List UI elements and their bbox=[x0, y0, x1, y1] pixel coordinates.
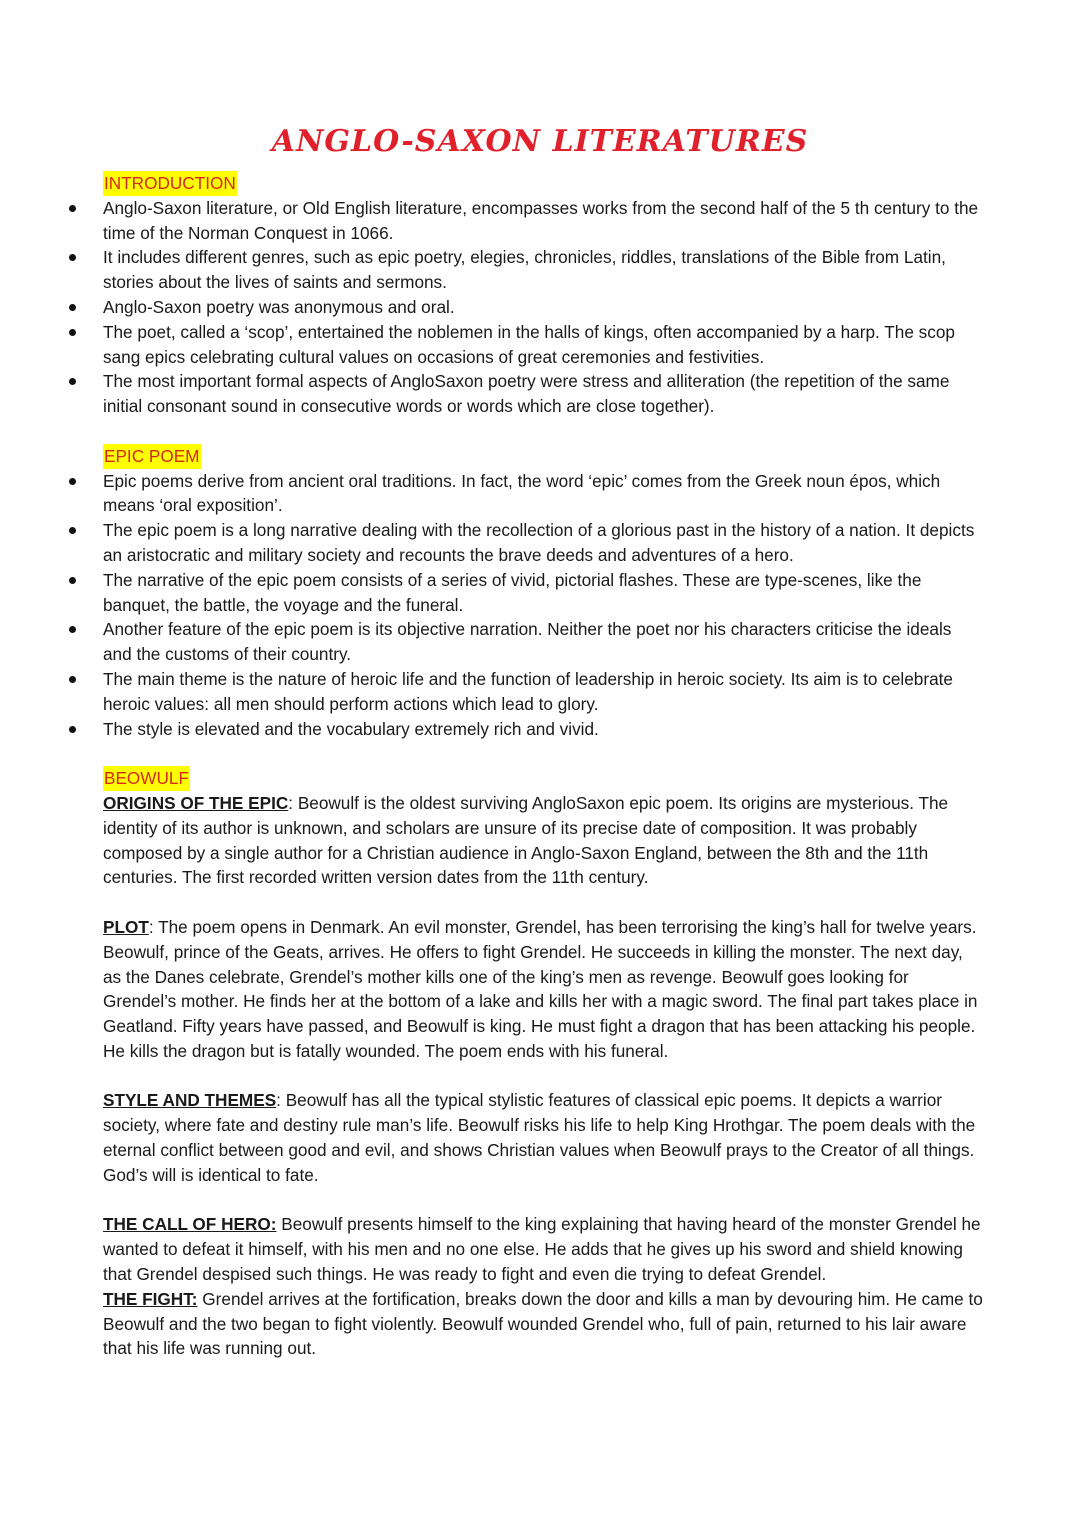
list-item: The epic poem is a long narrative dealing with the recollection of a glorious past in the history of a nation. It depicts an aristocratic and military society and recounts the brave deeds and adventures of a hero. bbox=[103, 518, 983, 568]
list-item: The style is elevated and the vocabulary extremely rich and vivid. bbox=[103, 717, 983, 742]
origins-text: : Beowulf is the oldest surviving AngloSaxon epic poem. Its origins are mysterious. The identity of its author is unknown, and scholars are unsure of its precise date of composition. It was probably composed by a single author for a Christian audience in Anglo-Saxon England, between the 8th and the 11th centuries. The first recorded written version dates from the 11th century. bbox=[103, 792, 949, 888]
call-of-hero-label: THE CALL OF HERO: bbox=[103, 1214, 277, 1235]
list-item: Anglo-Saxon literature, or Old English literature, encompasses works from the second half of the 5 th century to the time of the Norman Conquest in 1066. bbox=[103, 196, 983, 246]
beowulf-heading-row bbox=[103, 766, 983, 791]
introduction-list bbox=[103, 196, 983, 419]
spacer bbox=[103, 1064, 983, 1089]
style-themes-paragraph bbox=[103, 1088, 983, 1187]
fight-text: Grendel arrives at the fortification, breaks down the door and kills a man by devouring him. He came to Beowulf and the two began to fight violently. Beowulf wounded Grendel who, full of pain, returned to his lair aware that his life was running out. bbox=[103, 1288, 983, 1359]
epic-poem-list bbox=[103, 469, 983, 742]
plot-label: PLOT bbox=[103, 916, 149, 937]
plot-text: : The poem opens in Denmark. An evil monster, Grendel, has been terrorising the king’s hall for twelve years. Beowulf, prince of the Geats, arrives. He offers to fight Grendel. He succeeds in killing the monster. The next day, as the Danes celebrate, Grendel’s mother kills one of the king’s men as revenge. Beowulf goes looking for Grendel’s mother. He finds her at the bottom of a lake and kills her with a magic sword. The final part takes place in Geatland. Fifty years have passed, and Beowulf is king. He must fight a dragon that has been attacking his people. He kills the dragon but is fatally wounded. The poem ends with his funeral. bbox=[103, 916, 978, 1061]
style-themes-label: STYLE AND THEMES bbox=[103, 1090, 277, 1111]
spacer bbox=[103, 1188, 983, 1213]
list-item: The most important formal aspects of AngloSaxon poetry were stress and alliteration (the repetition of the same initial consonant sound in consecutive words or words which are close together). bbox=[103, 369, 983, 419]
spacer bbox=[103, 419, 983, 444]
page-title: ANGLO-SAXON LITERATURES bbox=[271, 124, 809, 159]
origins-paragraph bbox=[103, 791, 983, 890]
list-item: The narrative of the epic poem consists of a series of vivid, pictorial flashes. These are type-scenes, like the banquet, the battle, the voyage and the funeral. bbox=[103, 568, 983, 618]
fight-label: THE FIGHT: bbox=[103, 1288, 198, 1309]
call-of-hero-text: Beowulf presents himself to the king explaining that having heard of the monster Grendel he wanted to defeat it himself, with his men and no one else. He adds that he gives up his sword and shield knowing that Grendel despised such things. He was ready to fight and even die trying to defeat Grendel. bbox=[103, 1214, 981, 1285]
list-item: Another feature of the epic poem is its objective narration. Neither the poet nor his characters criticise the ideals and the customs of their country. bbox=[103, 617, 983, 667]
list-item: It includes different genres, such as epic poetry, elegies, chronicles, riddles, translations of the Bible from Latin, stories about the lives of saints and sermons. bbox=[103, 245, 983, 295]
call-of-hero-paragraph bbox=[103, 1212, 983, 1286]
style-themes-text: : Beowulf has all the typical stylistic features of classical epic poems. It depicts a warrior society, where fate and destiny rule man’s life. Beowulf risks his life to help King Hrothgar. The poem deals with the eternal conflict between good and evil, and shows Christian values when Beowulf prays to the Creator of all things. God’s will is identical to fate. bbox=[103, 1090, 976, 1185]
epic-poem-heading: EPIC POEM bbox=[103, 444, 201, 469]
plot-paragraph bbox=[103, 915, 983, 1064]
beowulf-heading: BEOWULF bbox=[103, 766, 190, 791]
epic-poem-heading-row bbox=[103, 444, 983, 469]
document-body bbox=[103, 171, 983, 1361]
list-item: The main theme is the nature of heroic life and the function of leadership in heroic society. Its aim is to celebrate heroic values: all men should perform actions which lead to glory. bbox=[103, 667, 983, 717]
list-item: The poet, called a ‘scop’, entertained the noblemen in the halls of kings, often accompanied by a harp. The scop sang epics celebrating cultural values on occasions of great ceremonies and festivities. bbox=[103, 320, 983, 370]
origins-label: ORIGINS OF THE EPIC bbox=[103, 792, 289, 813]
list-item: Epic poems derive from ancient oral traditions. In fact, the word ‘epic’ comes from the Greek noun épos, which means ‘oral exposition’. bbox=[103, 469, 983, 519]
introduction-heading: INTRODUCTION bbox=[103, 171, 237, 196]
spacer bbox=[103, 741, 983, 766]
list-item: Anglo-Saxon poetry was anonymous and oral. bbox=[103, 295, 983, 320]
fight-paragraph bbox=[103, 1287, 983, 1361]
introduction-heading-row bbox=[103, 171, 983, 196]
spacer bbox=[103, 890, 983, 915]
